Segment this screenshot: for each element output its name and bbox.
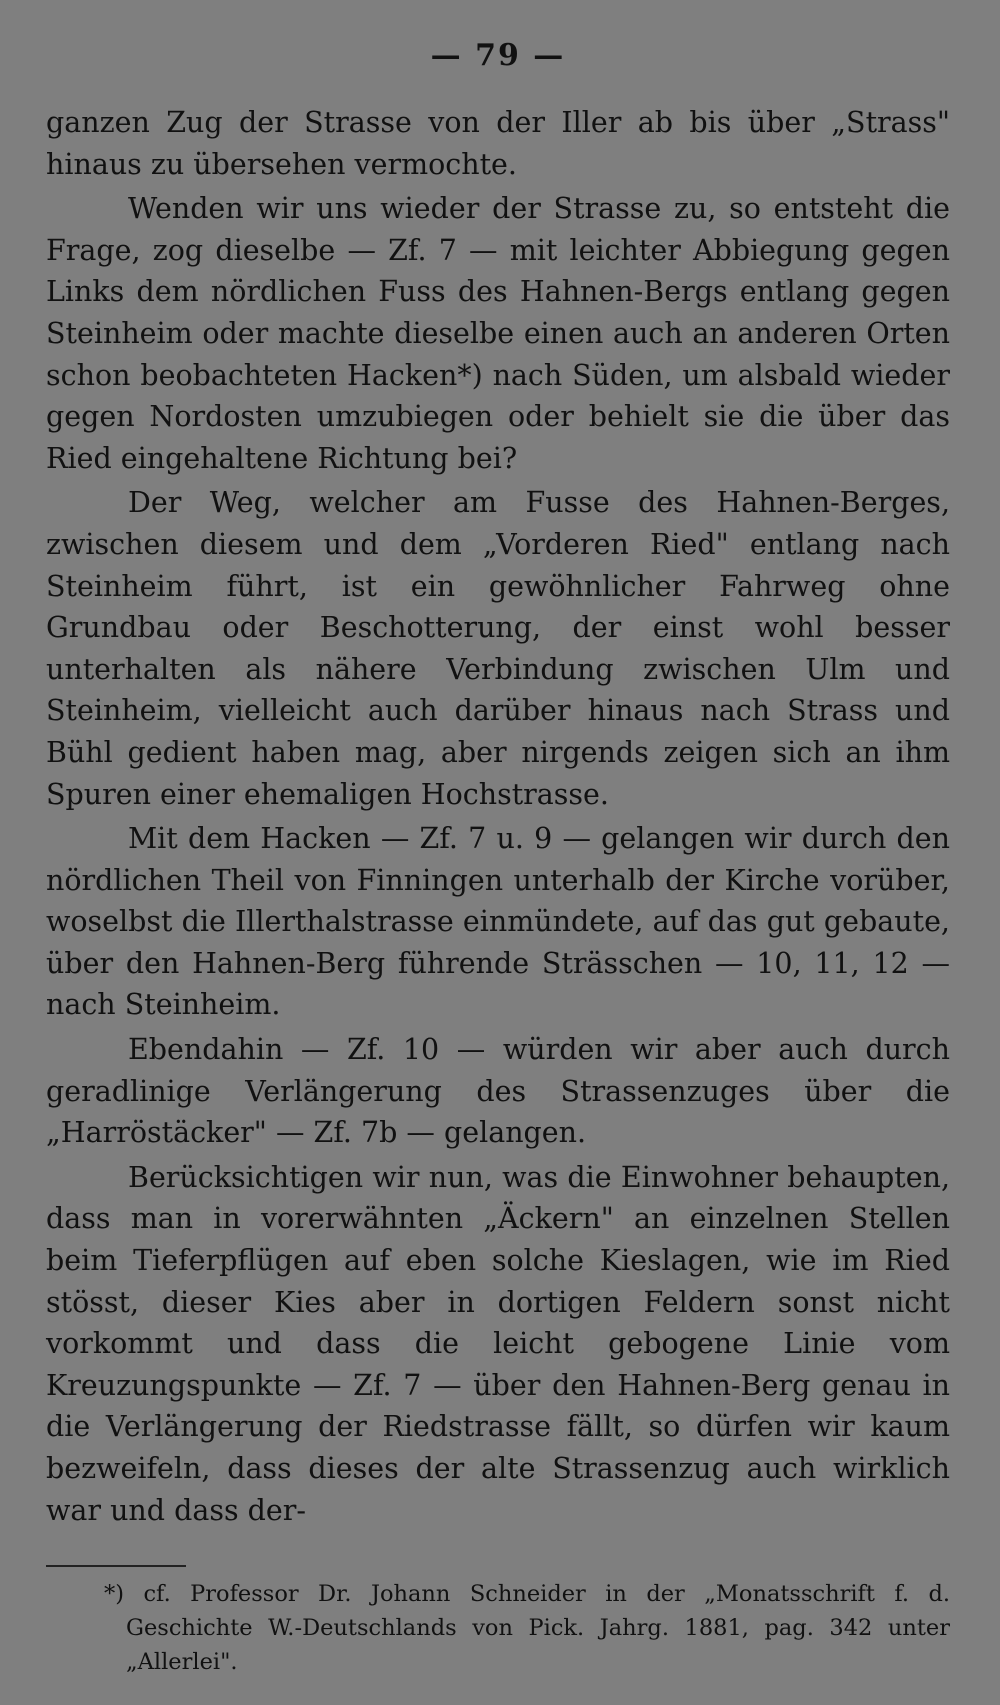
footnote-divider [46,1565,186,1567]
paragraph: Mit dem Hacken — Zf. 7 u. 9 — gelangen wir durch den nördlichen Theil von Finningen unterhalb der Kirche vorüber, woselbst die Illerthalstrasse einmündete, auf das gut gebaute, über den Hahnen-Berg führende Strässchen — 10, 11, 12 — nach Steinheim. [46,822,950,1022]
paragraph: Berücksichtigen wir nun, was die Einwohner behaupten, dass man in vorerwähnten „Äckern" an einzelnen Stellen beim Tieferpflügen auf eben solche Kieslagen, wie im Ried stösst, dieser Kies aber in dortigen Feldern sonst nicht vorkommt und dass die leicht gebogene Linie vom Kreuzungspunkte — Zf. 7 — über den Hahnen-Berg genau in die Verlängerung der Riedstrasse fällt, so dürfen wir kaum bezweifeln, dass dieses der alte Strassenzug auch wirklich war und dass der- [46,1160,950,1527]
footnote: *) cf. Professor Dr. Johann Schneider in der „Monatsschrift f. d. Geschichte W.-Deutschlands von Pick. Jahrg. 1881, pag. 342 unter „Allerlei". [104,1581,950,1676]
body-text [46,102,950,1531]
paragraph: Wenden wir uns wieder der Strasse zu, so entsteht die Frage, zog dieselbe — Zf. 7 — mit leichter Abbiegung gegen Links dem nördlichen Fuss des Hahnen-Bergs entlang gegen Steinheim oder machte dieselbe einen auch an anderen Orten schon beobachteten Hacken*) nach Süden, um alsbald wieder gegen Nordosten umzubiegen oder behielt sie die über das Ried eingehaltene Richtung bei? [46,192,950,475]
paragraph: Der Weg, welcher am Fusse des Hahnen-Berges, zwischen diesem und dem „Vorderen Ried" entlang nach Steinheim führt, ist ein gewöhnlicher Fahrweg ohne Grundbau oder Beschotterung, der einst wohl besser unterhalten als nähere Verbindung zwischen Ulm und Steinheim, vielleicht auch darüber hinaus nach Strass und Bühl gedient haben mag, aber nirgends zeigen sich an ihm Spuren einer ehemaligen Hochstrasse. [46,486,950,811]
page-number: — 79 — [430,38,566,73]
paragraph: Ebendahin — Zf. 10 — würden wir aber auch durch geradlinige Verlängerung des Strassenzuges über die „Harröstäcker" — Zf. 7b — gelangen. [46,1033,950,1150]
paragraph-continuation: ganzen Zug der Strasse von der Iller ab bis über „Strass" hinaus zu übersehen vermochte. [46,106,950,181]
